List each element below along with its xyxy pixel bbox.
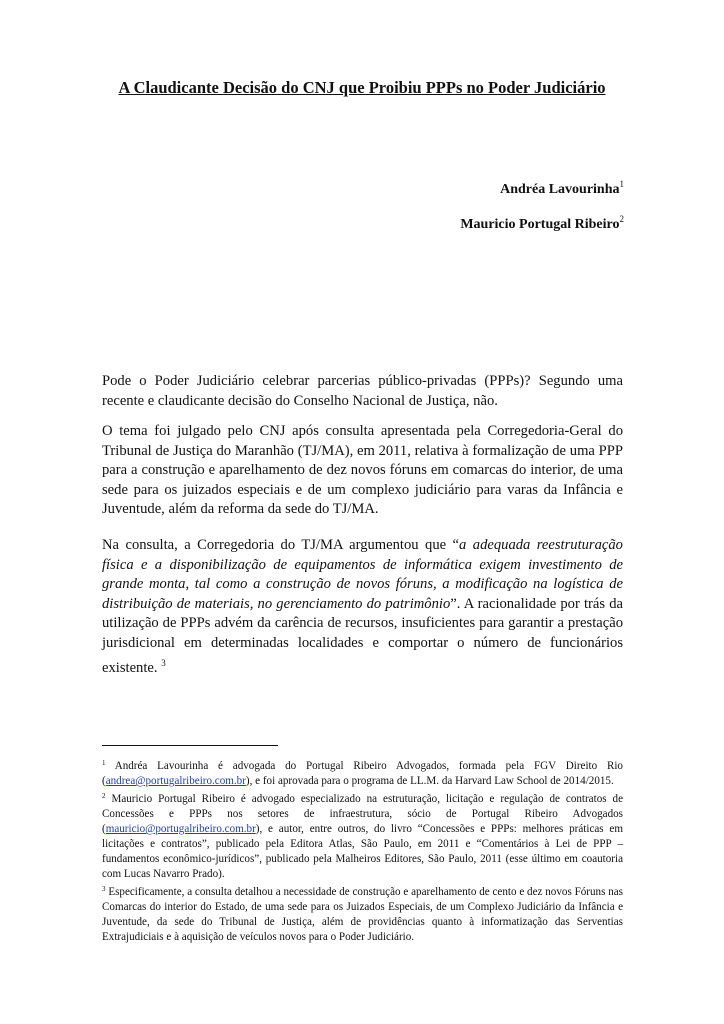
- paragraph-text: Na consulta, a Corregedoria do TJ/MA argumentou que “: [102, 537, 460, 553]
- author-name: [500, 179, 624, 198]
- email-link[interactable]: andrea@portugalribeiro.com.br: [105, 775, 246, 787]
- author-name-text: Mauricio Portugal Ribeiro: [460, 217, 620, 232]
- footnote-text: ), e autor, entre outros, do livro “Concessões e PPPs: melhores práticas em licitações e contratos”, publicado pela Editora Atlas, São Paulo, em 2011 e “Comentários à Lei de PPP – fundamentos econômico-jurídicos”, publicado pela Malheiros Editores, São Paulo, 2011 (esse último em coautoria com Lucas Navarro Prado).: [102, 823, 623, 880]
- document-title: A Claudicante Decisão do CNJ que Proibiu PPPs no Poder Judiciário: [118, 78, 606, 97]
- footnote-text: Andréa Lavourinha é advogada do Portugal Ribeiro Advogados, formada pela FGV Direito Rio (: [102, 760, 623, 787]
- footnote-text: ), e foi aprovada para o programa de LL.M. da Harvard Law School de 2014/2015.: [245, 775, 614, 787]
- author-name-text: Andréa Lavourinha: [500, 182, 620, 197]
- email-link[interactable]: mauricio@portugalribeiro.com.br: [105, 823, 256, 835]
- quoted-text: a adequada reestruturação física e a disponibilização de equipamentos de informática exigem investimento de grande monta, tal como a construção de novos fóruns, a modificação na logística de distribuição de materiais, no gerenciamento do patrimônio: [102, 537, 623, 612]
- body-paragraph: O tema foi julgado pelo CNJ após consulta apresentada pela Corregedoria-Geral do Tribunal de Justiça do Maranhão (TJ/MA), em 2011, relativa à formalização de uma PPP para a construção e aparelhamento de dez novos fóruns em comarcas do interior, de uma sede para os juizados especiais e de um complexo judiciário para varas da Infância e Juventude, além da reforma da sede do TJ/MA.: [102, 423, 623, 518]
- footnote: [102, 789, 623, 882]
- body-paragraph: Pode o Poder Judiciário celebrar parcerias público-privadas (PPPs)? Segundo uma recente e claudicante decisão do Conselho Nacional de Justiça, não.: [102, 373, 623, 409]
- author-name: [460, 214, 624, 233]
- footnote-number: 1: [102, 759, 106, 767]
- paragraph-text: ”. A racionalidade por trás da utilização de PPPs advém da carência de recursos, insuficientes para garantir a prestação jurisdicional em determinadas localidades e comportar o número de funcionários existente.: [102, 595, 623, 676]
- footnote-ref[interactable]: 3: [161, 657, 166, 668]
- footnote-text: Especificamente, a consulta detalhou a necessidade de construção e aparelhamento de cento e dez novos Fóruns nas Comarcas do interior do Estado, de uma sede para os Juizados Especiais, de um Complexo Judiciário da Infância e Juventude, da sede do Tribunal de Justiça, além de providências quanto à informatização das Serventias Extrajudiciais e à aquisição de veículos novos para o Poder Judiciário.: [102, 886, 623, 943]
- footnote: [102, 756, 623, 789]
- footnotes: [102, 756, 623, 945]
- footnote: [102, 882, 623, 945]
- footnote-number: 3: [102, 885, 106, 893]
- footnote-ref[interactable]: 2: [619, 214, 624, 224]
- footnote-number: 2: [102, 792, 106, 800]
- footnote-ref[interactable]: 1: [619, 179, 624, 189]
- footnote-text: Mauricio Portugal Ribeiro é advogado especializado na estruturação, licitação e regulação de contratos de Concessões e PPPs nos setores de infraestrutura, sócio de Portugal Ribeiro Advogados (: [102, 793, 623, 835]
- footnote-divider: [102, 745, 278, 746]
- body-paragraph: [102, 536, 623, 678]
